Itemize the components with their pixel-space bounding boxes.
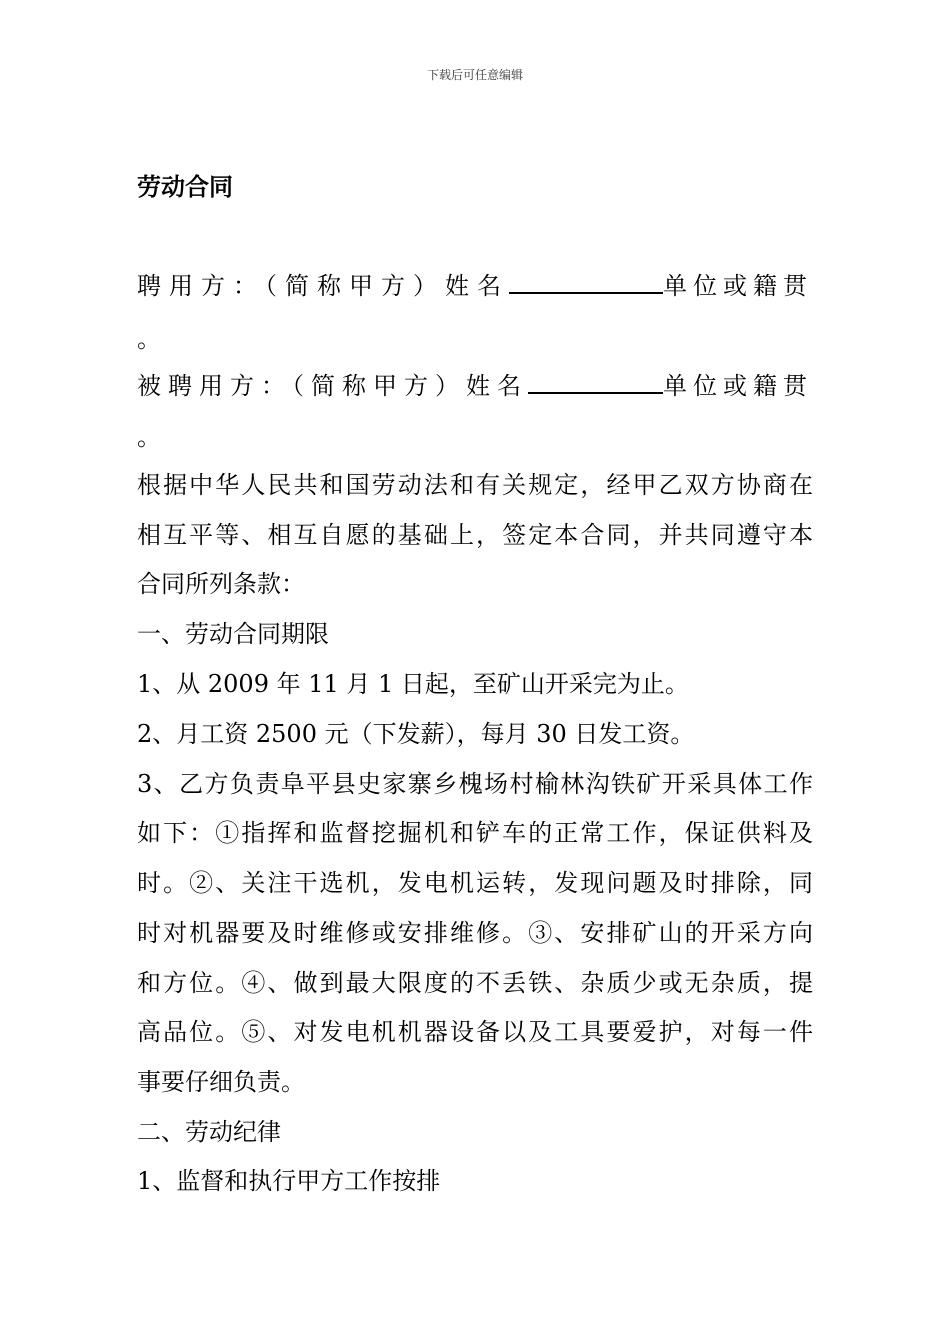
clause-item: 1、监督和执行甲方工作按排 (137, 1167, 441, 1195)
employer-line-end: 。 (137, 325, 161, 353)
clause-item: 高品位。⑤、对发电机机器设备以及工具要爱护，对每一件 (137, 1018, 813, 1046)
clause-item: 时对机器要及时维修或安排维修。③、安排矿山的开采方向 (137, 919, 813, 947)
clause-item: 事要仔细负责。 (137, 1068, 305, 1096)
document-title: 劳动合同 (137, 172, 233, 201)
clause-item: 3、乙方负责阜平县史家寨乡槐场村榆林沟铁矿开采具体工作 (137, 770, 813, 798)
clause-item: 1、从 2009 年 11 月 1 日起，至矿山开采完为止。 (137, 670, 689, 698)
clause-item: 和方位。④、做到最大限度的不丢铁、杂质少或无杂质，提 (137, 969, 813, 997)
employee-label: 被聘用方：（简称甲方）姓名 (137, 372, 528, 400)
employee-line-end: 。 (137, 423, 161, 451)
clause-item: 时。②、关注干选机，发电机运转，发现问题及时排除，同 (137, 869, 813, 897)
section-heading: 二、劳动纪律 (137, 1118, 281, 1146)
employee-name-blank[interactable] (528, 368, 663, 394)
employee-line (137, 368, 813, 403)
employee-suffix: 单位或籍贯 (663, 372, 813, 400)
clause-item: 2、月工资 2500 元（下发薪），每月 30 日发工资。 (137, 720, 695, 748)
intro-line: 合同所列条款： (137, 570, 305, 598)
header-note: 下载后可任意编辑 (426, 68, 523, 82)
employer-line (137, 268, 813, 303)
intro-line: 相互平等、相互自愿的基础上，签定本合同，并共同遵守本 (137, 521, 813, 549)
clause-item: 如下：①指挥和监督挖掘机和铲车的正常工作，保证供料及 (137, 819, 813, 847)
employer-name-blank[interactable] (509, 268, 663, 294)
employer-label: 聘用方：（简称甲方）姓名 (137, 272, 509, 300)
section-heading: 一、劳动合同期限 (137, 620, 329, 648)
intro-line: 根据中华人民共和国劳动法和有关规定，经甲乙双方协商在 (137, 471, 813, 499)
employer-suffix: 单位或籍贯 (663, 272, 813, 300)
